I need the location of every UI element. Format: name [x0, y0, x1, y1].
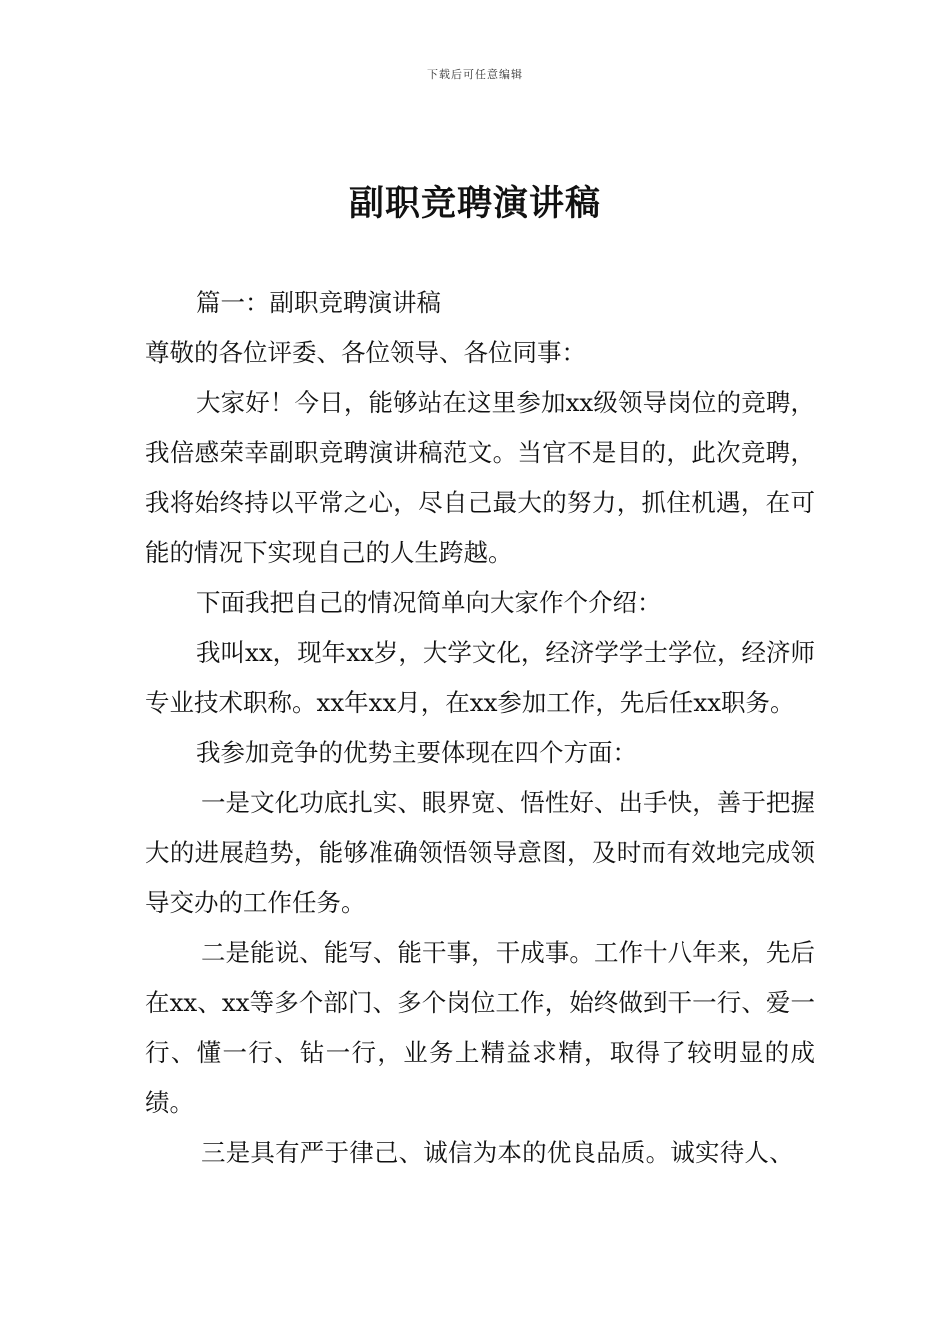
- salutation: 尊敬的各位评委、各位领导、各位同事：: [145, 338, 586, 367]
- header-note: 下载后可任意编辑: [427, 68, 523, 81]
- paragraph-advantage-one: 一是文化功底扎实、眼界宽、悟性好、出手快，善于把握大的进展趋势，能够准确领悟领导意图，及时而有效地完成领导交办的工作任务。: [145, 788, 815, 917]
- paragraph-advantage-two: 二是能说、能写、能干事，干成事。工作十八年来，先后在xx、xx等多个部门、多个岗位工作，始终做到干一行、爱一行、懂一行、钻一行，业务上精益求精，取得了较明显的成绩。: [145, 938, 815, 1117]
- paragraph-advantage-three: 三是具有严于律己、诚信为本的优良品质。诚实待人、: [201, 1138, 794, 1167]
- paragraph-advantages: 我参加竞争的优势主要体现在四个方面：: [196, 738, 637, 767]
- paragraph-greeting: 大家好！今日，能够站在这里参加xx级领导岗位的竞聘，我倍感荣幸副职竞聘演讲稿范文。当官不是目的，此次竞聘，我将始终持以平常之心，尽自己最大的努力，抓住机遇，在可能的情况下实现自己的人生跨越。: [145, 388, 815, 567]
- document-body: [145, 278, 815, 1178]
- paragraph-profile: 我叫xx，现年xx岁，大学文化，经济学学士学位，经济师专业技术职称。xx年xx月，在xx参加工作，先后任xx职务。: [145, 638, 815, 717]
- paragraph-intro: 下面我把自己的情况简单向大家作个介绍：: [196, 588, 662, 617]
- document-title: 副职竞聘演讲稿: [348, 184, 601, 224]
- section-heading: 篇一：副职竞聘演讲稿: [196, 288, 441, 317]
